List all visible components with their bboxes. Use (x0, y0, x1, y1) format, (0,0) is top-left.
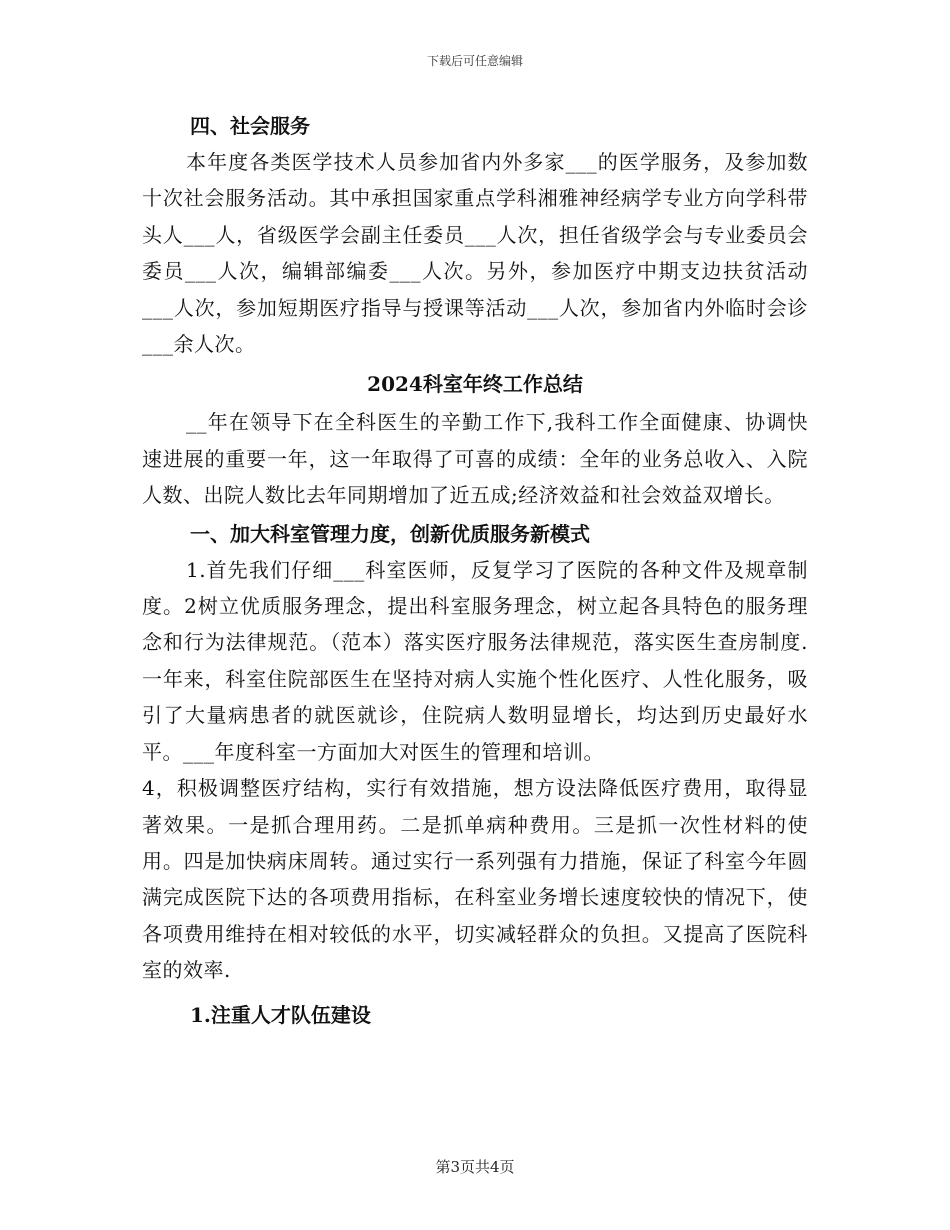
page-footer: 第3页共4页 (435, 1158, 515, 1176)
section-1-paragraph-2: 4，积极调整医疗结构，实行有效措施，想方设法降低医疗费用，取得显著效果。一是抓合理用药。二是抓单病种费用。三是抓一次性材料的使用。四是加快病床周转。通过实行一系列强有力措施，保证了科室今年圆满完成医院下达的各项费用指标，在科室业务增长速度较快的情况下，使各项费用维持在相对较低的水平，切实减轻群众的负担。又提高了医院科室的效率. (142, 776, 808, 983)
section-4-heading: 四、社会服务 (190, 114, 310, 138)
section-1-heading: 一、加大科室管理力度，创新优质服务新模式 (190, 521, 590, 546)
section-4-paragraph: 本年度各类医学技术人员参加省内外多家___的医学服务，及参加数十次社会服务活动。其中承担国家重点学科湘雅神经病学专业方向学科带头人___人，省级医学会副主任委员___人次，担任省级学会与专业委员会委员___人次，编辑部编委___人次。另外，参加医疗中期支边扶贫活动___人次，参加短期医疗指导与授课等活动___人次，参加省内外临时会诊___余人次。 (142, 150, 808, 357)
header-note: 下载后可任意编辑 (426, 54, 523, 68)
subheading-talent: 1.注重人才队伍建设 (190, 1002, 371, 1027)
document-title: 2024科室年终工作总结 (367, 372, 583, 397)
section-1-paragraph: 1.首先我们仔细___科室医师，反复学习了医院的各种文件及规章制度。2树立优质服务理念，提出科室服务理念，树立起各具特色的服务理念和行为法律规范。（范本）落实医疗服务法律规范，落实医生查房制度.一年来，科室住院部医生在坚持对病人实施个性化医疗、人性化服务，吸引了大量病患者的就医就诊，住院病人数明显增长，均达到历史最好水平。___年度科室一方面加大对医生的管理和培训。 (142, 557, 808, 764)
document-body (142, 108, 808, 1033)
intro-paragraph: __年在领导下在全科医生的辛勤工作下,我科工作全面健康、协调快速进展的重要一年，这一年取得了可喜的成绩：全年的业务总收入、入院人数、出院人数比去年同期增加了近五成;经济效益和社会效益双增长。 (142, 410, 808, 508)
